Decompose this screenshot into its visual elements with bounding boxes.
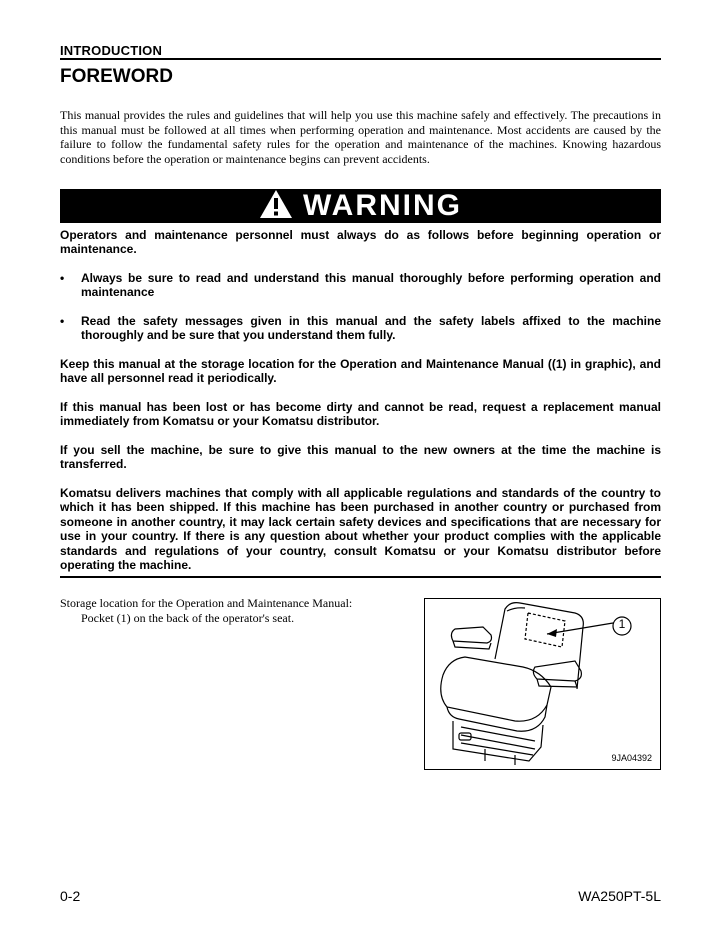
- storage-line-2: Pocket (1) on the back of the operator's seat.: [81, 610, 295, 625]
- warning-bullet: [60, 314, 661, 343]
- storage-line-1: Storage location for the Operation and Maintenance Manual:: [60, 596, 353, 610]
- top-rule: [60, 58, 661, 60]
- warning-body: [60, 228, 661, 572]
- warning-paragraph: Komatsu delivers machines that comply with all applicable regulations and standards of the country to which it has been shipped. If this machine has been purchased in another country or purchased from someone in another country, it may lack certain safety devices and specifications that are necessary for use in your country. If there is any question about whether your product complies with the applicable standards and regulations of your country, consult Komatsu or your Komatsu distributor before operating the machine.: [60, 486, 661, 573]
- warning-bullet: [60, 271, 661, 300]
- warning-lead: Operators and maintenance personnel must always do as follows before beginning operation or maintenance.: [60, 228, 661, 257]
- intro-paragraph: This manual provides the rules and guidelines that will help you use this machine safely and effectively. The precautions in this manual must be followed at all times when performing operation and maintenance. Most accidents are caused by the failure to follow the fundamental safety rules for the operation and maintenance of the machines. Knowing hazardous conditions before the operation or maintenance begins can prevent accidents.: [60, 108, 661, 166]
- section-label: INTRODUCTION: [60, 43, 163, 58]
- warning-label: WARNING: [303, 189, 462, 222]
- figure-code: 9JA04392: [611, 753, 652, 763]
- warning-bullet-text: Always be sure to read and understand this manual thoroughly before performing operation and maintenance: [81, 271, 661, 300]
- warning-paragraph: If you sell the machine, be sure to give this manual to the new owners at the time the machine is transferred.: [60, 443, 661, 472]
- warning-bullet-text: Read the safety messages given in this manual and the safety labels affixed to the machine thoroughly and be sure that you understand them fully.: [81, 314, 661, 343]
- warning-paragraph: Keep this manual at the storage location for the Operation and Maintenance Manual ((1) in graphic), and have all personnel read it periodically.: [60, 357, 661, 386]
- page-number: 0-2: [60, 888, 81, 904]
- bullet-symbol: •: [60, 314, 65, 328]
- warning-paragraph: If this manual has been lost or has become dirty and cannot be read, request a replacement manual immediately from Komatsu or your Komatsu distributor.: [60, 400, 661, 429]
- storage-location-text: [60, 596, 400, 625]
- seat-figure: [424, 598, 661, 770]
- bottom-rule: [60, 576, 661, 578]
- warning-banner: [60, 189, 661, 223]
- page-title: FOREWORD: [60, 66, 173, 87]
- model-id: WA250PT-5L: [578, 888, 661, 904]
- bullet-symbol: •: [60, 271, 65, 285]
- warning-triangle-icon: [259, 189, 293, 224]
- callout-label: 1: [618, 617, 626, 631]
